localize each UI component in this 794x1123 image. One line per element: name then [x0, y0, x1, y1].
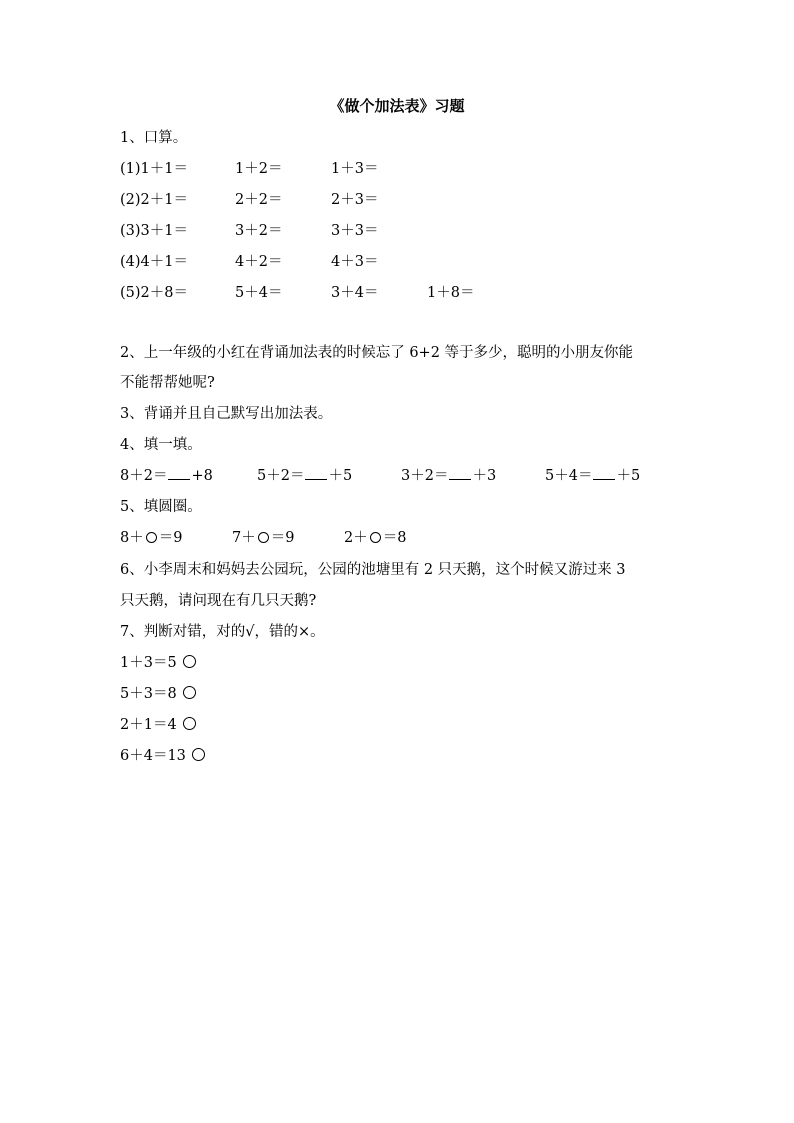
answer-blank[interactable]: [168, 466, 190, 480]
answer-circle-icon[interactable]: [183, 655, 196, 668]
q4-item-left: 8＋2＝: [120, 468, 168, 484]
q4-item-left: 5＋2＝: [257, 468, 305, 484]
q3-text: 3、背诵并且自己默写出加法表。: [120, 406, 333, 422]
q5-heading: 5、填圆圈。: [120, 499, 202, 515]
answer-circle-icon[interactable]: [183, 686, 196, 699]
q4-item: [257, 466, 352, 486]
q7-item: [120, 653, 196, 673]
q4-item-right: +8: [191, 468, 213, 484]
q7-item: [120, 746, 205, 766]
q7-equation: 1＋3＝5: [120, 655, 177, 671]
q1-cell: (3)3＋1＝: [120, 223, 188, 239]
answer-circle-icon[interactable]: [192, 748, 205, 761]
q7-equation: 5＋3＝8: [120, 686, 177, 702]
q7-equation: 6＋4＝13: [120, 748, 186, 764]
q1-heading: 1、口算。: [120, 130, 188, 146]
circle-blank-icon[interactable]: [370, 532, 381, 543]
answer-blank[interactable]: [305, 466, 327, 480]
q1-cell: 2＋2＝: [235, 192, 283, 208]
q7-item: [120, 715, 196, 735]
q4-item: [545, 466, 640, 486]
q7-heading: 7、判断对错，对的√，错的×。: [120, 624, 325, 640]
q2-line-2: 不能帮帮她呢?: [120, 375, 215, 391]
q4-item: [401, 466, 496, 486]
q1-cell: 5＋4＝: [235, 285, 283, 301]
q4-item-left: 3＋2＝: [401, 468, 449, 484]
q1-cell: 1＋8＝: [427, 285, 475, 301]
q1-cell: (5)2＋8＝: [120, 285, 188, 301]
circle-blank-icon[interactable]: [258, 532, 269, 543]
q4-heading: 4、填一填。: [120, 437, 202, 453]
q1-cell: (2)2＋1＝: [120, 192, 188, 208]
q2-line-1: 2、上一年级的小红在背诵加法表的时候忘了 6+2 等于多少，聪明的小朋友你能: [120, 345, 634, 361]
page-title: 《做个加法表》习题: [329, 97, 465, 115]
q1-cell: 3＋3＝: [331, 223, 379, 239]
q5-item-left: 8＋: [120, 530, 144, 546]
q5-item: [344, 528, 406, 548]
q6-line-2: 只天鹅，请问现在有几只天鹅?: [120, 593, 317, 609]
q4-item-right: ＋3: [472, 468, 497, 484]
circle-blank-icon[interactable]: [146, 532, 157, 543]
q5-item: [120, 528, 182, 548]
q7-equation: 2＋1＝4: [120, 717, 177, 733]
q6-line-1: 6、小李周末和妈妈去公园玩，公园的池塘里有 2 只天鹅，这个时候又游过来 3: [120, 562, 626, 578]
answer-blank[interactable]: [449, 466, 471, 480]
q4-item: [120, 466, 213, 486]
q1-cell: (1)1＋1＝: [120, 161, 188, 177]
q1-cell: 3＋2＝: [235, 223, 283, 239]
q4-item-left: 5＋4＝: [545, 468, 593, 484]
q5-item-left: 7＋: [232, 530, 256, 546]
q4-item-right: ＋5: [328, 468, 353, 484]
q4-item-right: ＋5: [616, 468, 641, 484]
q1-cell: 2＋3＝: [331, 192, 379, 208]
q5-item-right: ＝9: [158, 530, 183, 546]
q5-item-right: ＝8: [382, 530, 407, 546]
answer-circle-icon[interactable]: [183, 717, 196, 730]
q5-item-right: ＝9: [270, 530, 295, 546]
q1-cell: (4)4＋1＝: [120, 254, 188, 270]
q5-item-left: 2＋: [344, 530, 368, 546]
q1-cell: 1＋2＝: [235, 161, 283, 177]
q1-cell: 3＋4＝: [331, 285, 379, 301]
q1-cell: 1＋3＝: [331, 161, 379, 177]
answer-blank[interactable]: [593, 466, 615, 480]
q7-item: [120, 684, 196, 704]
q1-cell: 4＋3＝: [331, 254, 379, 270]
q1-cell: 4＋2＝: [235, 254, 283, 270]
q5-item: [232, 528, 294, 548]
